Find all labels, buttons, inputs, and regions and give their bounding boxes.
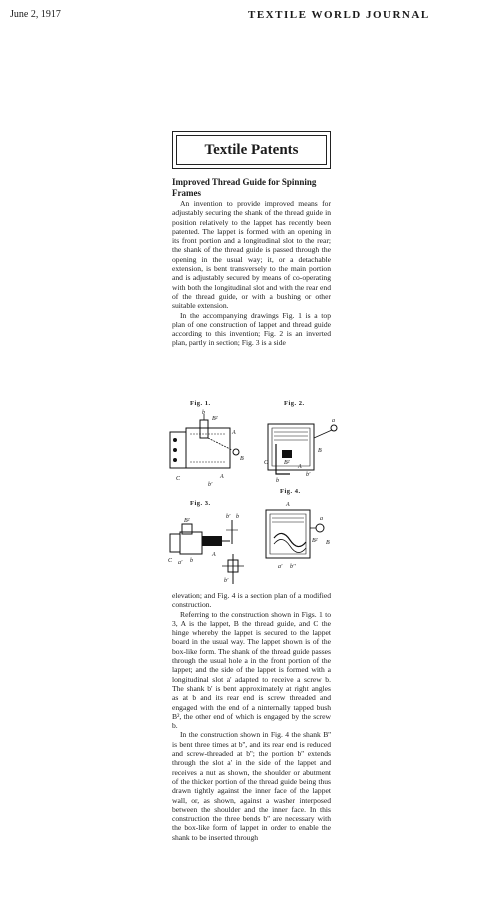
svg-text:C: C xyxy=(168,558,173,564)
svg-text:B: B xyxy=(326,540,330,546)
svg-text:b': b' xyxy=(208,482,213,488)
fig4-drawing xyxy=(262,498,342,578)
fig1-drawing xyxy=(168,410,258,490)
article-paragraph: An invention to provide improved means for adjustably securing the shank of the thread guide in position relatively to the lappet has recently been patented. The lappet is formed with an opening in its front portion and a longitudinal slot to the rear; the shank of the thread guide is passed through the opening in the usual way; it, or a detachable extension, is bent transversely to the main portion and is adjustably secured by means of co-operating with both the longitudinal slot and with the rear end of the thread guide, or with a bushing or other suitable extension. xyxy=(172,199,331,311)
svg-text:A: A xyxy=(220,474,224,480)
svg-text:a: a xyxy=(320,516,323,522)
fig3-drawing xyxy=(168,510,258,586)
patent-figures xyxy=(168,396,338,588)
svg-text:b': b' xyxy=(226,514,231,520)
fig1-label: Fig. 1. xyxy=(190,400,211,407)
svg-text:b: b xyxy=(202,410,205,416)
svg-text:a': a' xyxy=(178,560,183,566)
fig2-drawing xyxy=(262,410,342,490)
section-title: Textile Patents xyxy=(176,135,327,165)
article-paragraph: Referring to the construction shown in Figs. 1 to 3, A is the lappet, B the thread guide, and C the hinge whereby the lappet is secured to the lappet board in the usual way. The lappet shown is of the box-like form. The shank of the thread guide passes through the usual hole a in the front portion of the lappet; and the side of the lappet is formed with a longitudinal slot a' adapted to receive a screw b. The shank b' is bent approximately at right angles as at b and its rear end is screw threaded and engaged with the end of a ninternally tapped bush B², the other end of which is engaged by the screw b. xyxy=(172,609,331,731)
article-top xyxy=(172,177,331,348)
svg-text:B: B xyxy=(318,448,322,454)
page-header-date: June 2, 1917 xyxy=(10,9,61,20)
svg-text:A: A xyxy=(298,464,302,470)
svg-text:B: B xyxy=(240,456,244,462)
article-paragraph: elevation; and Fig. 4 is a section plan of a modified construction. xyxy=(172,591,331,610)
svg-text:B²: B² xyxy=(312,538,318,544)
svg-text:C: C xyxy=(264,460,269,466)
article-bottom xyxy=(172,591,331,842)
svg-text:A: A xyxy=(232,430,236,436)
svg-text:C: C xyxy=(176,476,181,482)
fig4-label: Fig. 4. xyxy=(280,488,301,495)
fig2-label: Fig. 2. xyxy=(284,400,305,407)
svg-text:b': b' xyxy=(306,472,311,478)
fig3-label: Fig. 3. xyxy=(190,500,211,507)
svg-text:b: b xyxy=(236,514,239,520)
svg-text:B²: B² xyxy=(212,416,218,422)
article-paragraph: In the construction shown in Fig. 4 the shank B'' is bent three times at b'', and its rear end is reduced and screw-threaded at b''; the portion b'' extends through the slot a' in the side of the lappet and receives a nut as shown, the shoulder or abutment of the thicker portion of the thread guide being thus drawn tightly against the inner face of the lappet wall, or, as shown, against a washer interposed between the shoulder and the inner face. In this construction the three bends b'' are necessary with the box-like form of lappet in order to enable the shank to be inserted through xyxy=(172,730,331,842)
svg-text:A: A xyxy=(286,502,290,508)
svg-text:b: b xyxy=(190,558,193,564)
svg-text:B²: B² xyxy=(284,460,290,466)
svg-text:A: A xyxy=(212,552,216,558)
svg-text:a: a xyxy=(332,418,335,424)
section-banner xyxy=(172,131,331,169)
page-header-journal: TEXTILE WORLD JOURNAL xyxy=(248,9,430,21)
svg-text:b'': b'' xyxy=(290,564,296,570)
svg-text:B²: B² xyxy=(184,518,190,524)
svg-text:b': b' xyxy=(224,578,229,584)
article-title: Improved Thread Guide for Spinning Frames xyxy=(172,177,317,198)
article-paragraph: In the accompanying drawings Fig. 1 is a top plan of one construction of lappet and thread guide according to this invention; Fig. 2 is an inverted plan, partly in section; Fig. 3 is a side xyxy=(172,310,331,348)
svg-text:a': a' xyxy=(278,564,283,570)
svg-text:b: b xyxy=(276,478,279,484)
